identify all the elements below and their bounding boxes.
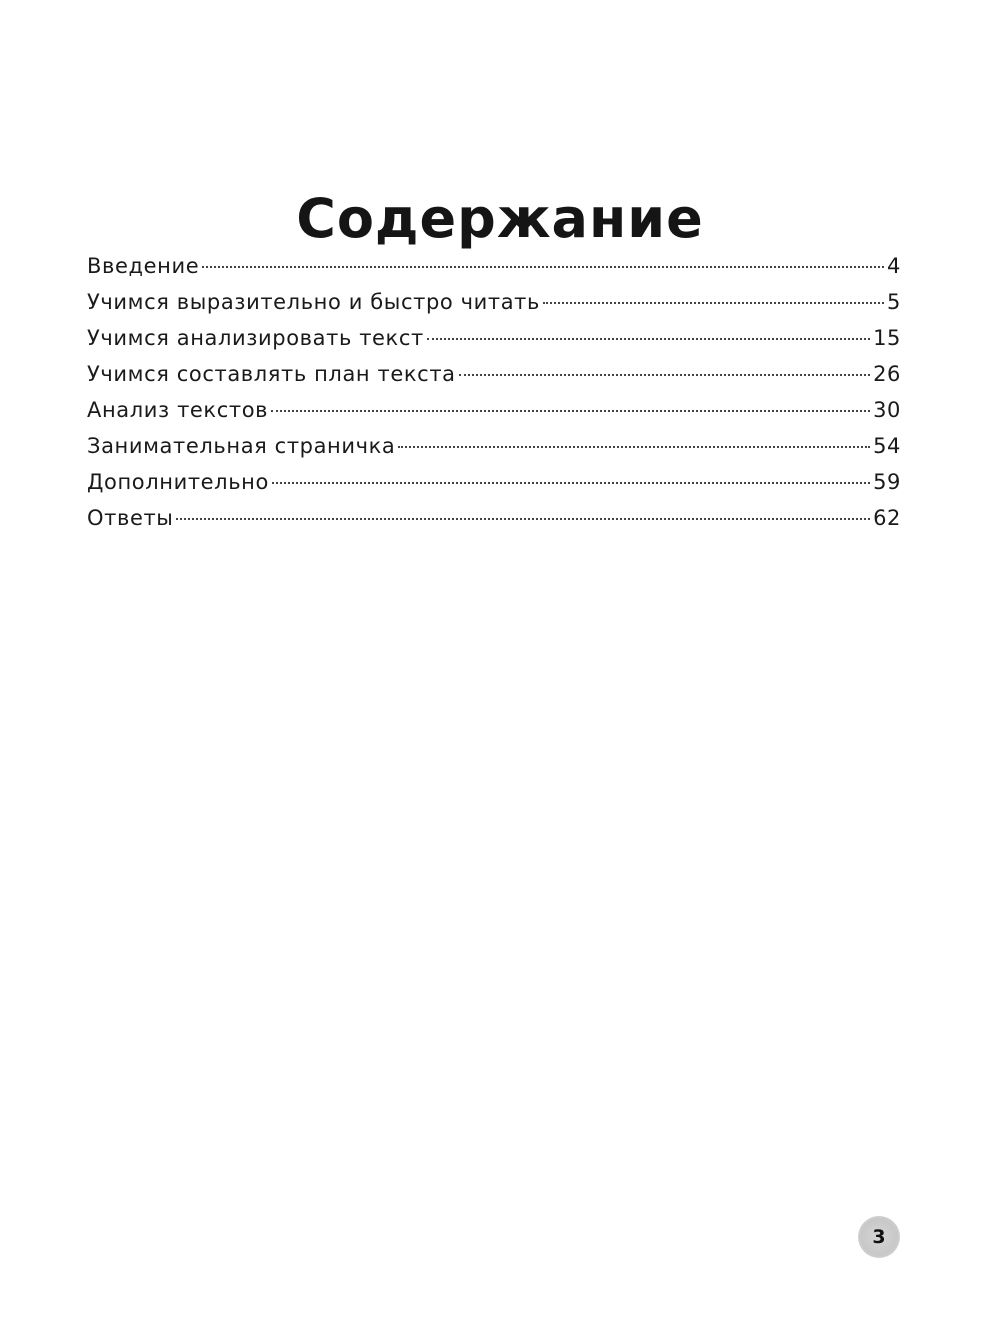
- page-title: Содержание: [296, 187, 704, 251]
- toc-entry[interactable]: [87, 248, 901, 284]
- toc-dot-leader: [459, 374, 870, 376]
- toc-entry-label: Введение: [87, 254, 200, 278]
- table-of-contents: [87, 248, 901, 536]
- page-number-badge: [858, 1216, 900, 1258]
- toc-dot-leader: [427, 338, 870, 340]
- toc-dot-leader: [543, 302, 884, 304]
- toc-entry-label: Учимся составлять план текста: [87, 362, 456, 386]
- toc-entry[interactable]: [87, 464, 901, 500]
- toc-entry-label: Учимся анализировать текст: [87, 326, 424, 350]
- toc-dot-leader: [202, 266, 884, 268]
- toc-entry-page: 26: [873, 362, 901, 386]
- toc-entry-page: 15: [873, 326, 901, 350]
- toc-entry[interactable]: [87, 284, 901, 320]
- toc-entry[interactable]: [87, 356, 901, 392]
- toc-entry-page: 59: [873, 470, 901, 494]
- toc-entry[interactable]: [87, 320, 901, 356]
- toc-entry-label: Занимательная страничка: [87, 434, 396, 458]
- toc-entry-page: 4: [887, 254, 901, 278]
- toc-entry[interactable]: [87, 392, 901, 428]
- toc-dot-leader: [398, 446, 870, 448]
- toc-dot-leader: [272, 482, 870, 484]
- toc-entry[interactable]: [87, 500, 901, 536]
- page-number: 3: [872, 1226, 886, 1248]
- toc-entry-page: 54: [873, 434, 901, 458]
- toc-entry[interactable]: [87, 428, 901, 464]
- toc-entry-label: Анализ текстов: [87, 398, 269, 422]
- toc-entry-page: 62: [873, 506, 901, 530]
- toc-entry-page: 30: [873, 398, 901, 422]
- toc-entry-label: Дополнительно: [87, 470, 269, 494]
- toc-dot-leader: [271, 410, 870, 412]
- toc-entry-label: Ответы: [87, 506, 174, 530]
- toc-entry-page: 5: [887, 290, 901, 314]
- toc-entry-label: Учимся выразительно и быстро читать: [87, 290, 540, 314]
- toc-dot-leader: [176, 518, 870, 520]
